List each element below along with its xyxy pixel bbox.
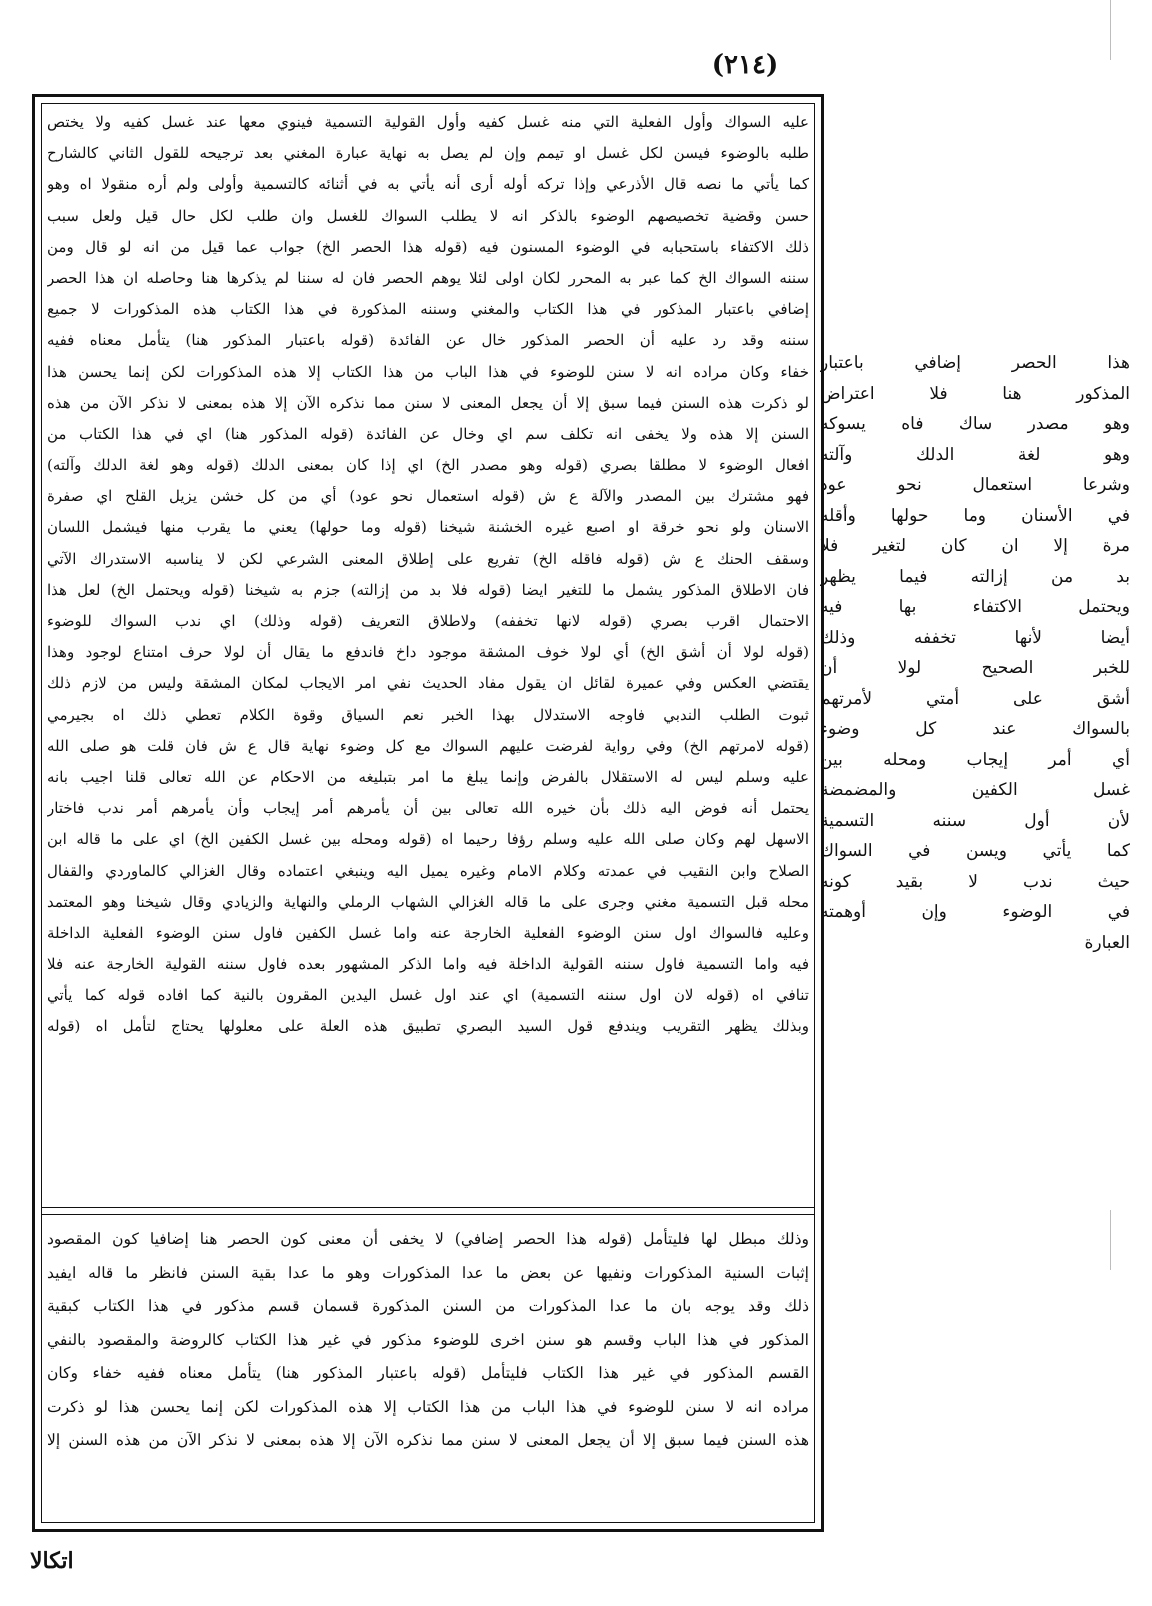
main-text-block: [47, 107, 809, 1201]
margin-note-line: أي أمر إيجاب ومحله بين: [820, 749, 1130, 770]
main-text-line: (قوله لامرتهم الخ) وفي رواية لفرضت عليهم السواك مع كل وضوء نهاية قال ع ش فان قلت هو صلى الله: [47, 736, 809, 755]
margin-note-line: حيث ندب لا بقيد كونه: [820, 871, 1130, 892]
main-text-line: الاحتمال اقرب بصري (قوله لانها تخففه) ولاطلاق التعريف (قوله وذلك) اي ندب السواك للوضوء: [47, 612, 809, 630]
margin-note-line: وهو مصدر ساك فاه يسوكه: [820, 414, 1130, 434]
main-text-line: حسن وقضية تخصيصهم الوضوء بالذكر انه لا يطلب السواك للغسل وان طلب لكل حال قيل ولعل سبب: [47, 206, 809, 225]
margin-note-line: مرة إلا ان كان لتغير فلا: [820, 536, 1130, 556]
text-frame: [32, 94, 824, 1532]
main-text-line: الاسنان ولو نحو خرقة او اصبع غيره الخشنة شيخنا (قوله وما حولها) يعني ما يقرب منها فيشمل اللسان: [47, 518, 809, 537]
main-text-line: لو ذكرت هذه السنن فيما سبق إلا أن يجعل المعنى لا سنن مما نذكره الآن إلا هذه بمعنى لا نذكر الآن من هذه: [47, 393, 809, 412]
main-text-line: فيه واما التسمية فاول سننه القولية الداخلة فيه واما الذكر المشهور بعده فاول سننه القولية الخارجة عنه فلا: [47, 955, 809, 974]
margin-note-line: في الوضوء وإن أوهمته: [820, 902, 1130, 922]
footnote-line: ذلك وقد يوجه بان ما عدا المذكورات من السنن المذكورة قسمان قسم مذكور في هذا الكتاب كبقية: [47, 1297, 809, 1315]
margin-note-line: أيضا لأنها تخففه وذلك: [820, 627, 1130, 648]
main-text-line: السنن إلا هذه ولا يخفى انه تكلف سم اي وخال عن الفائدة (قوله المذكور هنا) اي في هذا الكتاب من: [47, 424, 809, 443]
binding-edge-mark: [1110, 1210, 1111, 1270]
footnote-line: هذه السنن فيما سبق إلا أن يجعل المعنى لا سنن مما نذكره الآن إلا هذه بمعنى لا نذكر الآن من هذه السنن إلا: [47, 1431, 809, 1449]
main-text-line: تنافي اه (قوله لان اول سننه التسمية) اي عند اول غسل اليدين المقرون بالنية كما افاده قوله كما يأتي: [47, 986, 809, 1005]
main-text-line: فهو مشترك بين المصدر والآلة ع ش (قوله استعمال نحو عود) أي من كل خشن يزيل القلح اي صفرة: [47, 487, 809, 506]
margin-note-line: هذا الحصر إضافي باعتبار: [820, 353, 1130, 373]
margin-note-line: العبارة: [1084, 932, 1130, 953]
footnote-separator: [41, 1207, 815, 1215]
binding-edge-mark: [1110, 0, 1111, 60]
margin-note-line: ويحتمل الاكتفاء بها فيه: [820, 597, 1130, 617]
main-text-line: سننه وقد رد عليه أن الحصر المذكور خال عن الفائدة (قوله باعتبار المذكور هنا) يتأمل معناه ففيه: [47, 331, 809, 350]
main-text-line: كما يأتي ما نصه قال الأذرعي وإذا تركه أوله أرى أنه يأتي به في أثنائه كالتسمية وأولى ولم أره منقولا اه وهو: [47, 175, 809, 194]
main-text-line: يحتمل أنه فوض اليه ذلك بأن خيره الله تعالى بين أن يأمرهم أمر إيجاب وأن يأمرهم أمر ندب فاختار: [47, 799, 809, 818]
margin-note-line: لأن أول سننه التسمية: [820, 810, 1130, 831]
main-text-line: يقتضي العكس وفي عميرة لقائل ان يقول مفاد الحديث نفي امر الايجاب لمكان المشقة وليس من لازم ذلك: [47, 674, 809, 693]
main-text-line: محله قبل التسمية مغني وجرى على ما قاله الغزالي الشهاب الرملي والنهاية والزيادي وقال شيخنا وهو المعتمد: [47, 892, 809, 911]
margin-note-line: غسل الكفين والمضمضة: [820, 780, 1130, 800]
main-text-line: عليه السواك وأول الفعلية التي منه غسل كفيه وأول القولية التسمية فينوي معها عند غسل كفيه ولا يختص: [47, 113, 809, 131]
footnote-line: القسم المذكور في غير هذا الكتاب فليتأمل (قوله باعتبار المذكور هنا) يتأمل معناه ففيه خفاء وكان: [47, 1364, 809, 1382]
margin-note-line: المذكور هنا فلا اعتراض: [820, 383, 1130, 404]
margin-note-line: كما يأتي ويسن في السواك: [820, 841, 1130, 861]
footnote-line: المذكور في هذا الباب وقسم هو سنن اخرى للوضوء مذكور في غير هذا الكتاب كالروضة والمقصود بالنفي: [47, 1330, 809, 1349]
main-text-line: الاسهل لهم وكان صلى الله عليه وسلم رؤفا رحيما اه (قوله ومحله بين غسل الكفين الخ) اي على ما قاله ابن: [47, 830, 809, 849]
main-text-line: (قوله لولا أن أشق الخ) أي لولا خوف المشقة موجود داخ فاندفع ما يقال أن لولا حرف امتناع لوجود وهذا: [47, 643, 809, 662]
catchword: اتكالا: [30, 1548, 74, 1574]
main-text-line: سننه السواك الخ كما عبر به المحرر لكان اولى لئلا يوهم الحصر فان له سننا لم يذكرها هنا وحاصله ان هذا الحصر: [47, 268, 809, 287]
page-number: (٢١٤): [711, 50, 779, 80]
margin-note-line: وهو لغة الدلك وآلته: [820, 444, 1130, 465]
main-text-line: ذلك الاكتفاء باستحبابه في الوضوء المسنون فيه (قوله هذا الحصر الخ) جواب عما قيل من انه لو قال ومن: [47, 237, 809, 256]
margin-note-line: في الأسنان وما حولها وأقله: [820, 505, 1130, 526]
margin-note-line: بد من إزالته فيما يظهر: [820, 566, 1130, 587]
footnote-line: وذلك مبطل لها فليتأمل (قوله هذا الحصر إضافي) لا يخفى أن معنى كون الحصر هنا إضافيا كون المقصود: [47, 1230, 809, 1248]
main-text-line: خفاء وكان مراده انه لا سنن للوضوء في هذا الباب من هذا الكتاب إلا هذه المذكورات لكن إنما يحسن هذا: [47, 362, 809, 381]
footnote-line: مراده انه لا سنن للوضوء في هذا الباب من هذا الكتاب إلا هذه المذكورات لكن إنما يحسن هذا لو ذكرت: [47, 1397, 809, 1416]
margin-note-line: بالسواك عند كل وضوء: [820, 719, 1130, 739]
main-text-line: إضافي باعتبار المذكور في هذا الكتاب والمغني وسننه المذكورة في هذا الكتاب هذه المذكورات لا جميع: [47, 300, 809, 319]
main-text-line: وعليه فالسواك اول سنن الوضوء الفعلية الخارجة عنه واما غسل الكفين فاول سنن الوضوء الفعلية الداخلة: [47, 923, 809, 942]
main-text-line: ثبوت الطلب الندبي فاوجه الاستدلال بهذا الخبر نعم السياق وقوة الكلام تعطي ذلك اه بجيرمي: [47, 705, 809, 724]
main-text-line: عليه وسلم ليس له الاستقلال بالفرض وإنما يبلغ ما امر بتبليغه من الاحكام عن الله تعالى قلنا اجيب بانه: [47, 767, 809, 786]
main-text-line: وسقف الحنك ع ش (قوله فاقله الخ) تفريع على إطلاق المعنى الشرعي لكن لا يناسبه الاستدراك الآتي: [47, 549, 809, 568]
margin-note-block: [820, 348, 1134, 958]
margin-note-line: أشق على أمتي لأمرتهم: [820, 688, 1130, 709]
main-text-line: افعال الوضوء لا مطلقا بصري (قوله وهو مصدر الخ) اي إذا كان بمعنى الدلك (قوله وهو لغة الدلك وآلته): [47, 456, 809, 475]
footnote-line: إثبات السنية المذكورات ونفيها عن بعض ما عدا المذكورات وهو ما عدا بقية السنن فانظر ما قاله ايفيد: [47, 1263, 809, 1282]
margin-note-line: وشرعا استعمال نحو عود: [820, 475, 1130, 495]
main-text-line: الصلاح وابن النقيب في عمدته وكلام الامام وغيره يميل اليه وينبغي اعتماده وقال الغزالي كالماوردي والقفال: [47, 861, 809, 880]
main-text-line: طلبه بالوضوء فيسن لكل غسل او تيمم وإن لم يصل به نهاية عبارة المغني بعد ترجيحه للقول الثاني كالشارح: [47, 144, 809, 163]
main-text-line: فان الاطلاق المذكور يشمل ما للتغير ايضا (قوله فلا بد من إزالته) جزم به شيخنا (قوله ويحتمل الخ) لعل هذا: [47, 580, 809, 599]
main-text-line: وبذلك يظهر التقريب ويندفع قول السيد البصري تطبيق هذه العلة على معلولها يحتاج لتأمل اه (قوله: [47, 1017, 809, 1036]
footnote-text-block: [47, 1223, 809, 1523]
margin-note-line: للخبر الصحيح لولا أن: [820, 658, 1130, 678]
